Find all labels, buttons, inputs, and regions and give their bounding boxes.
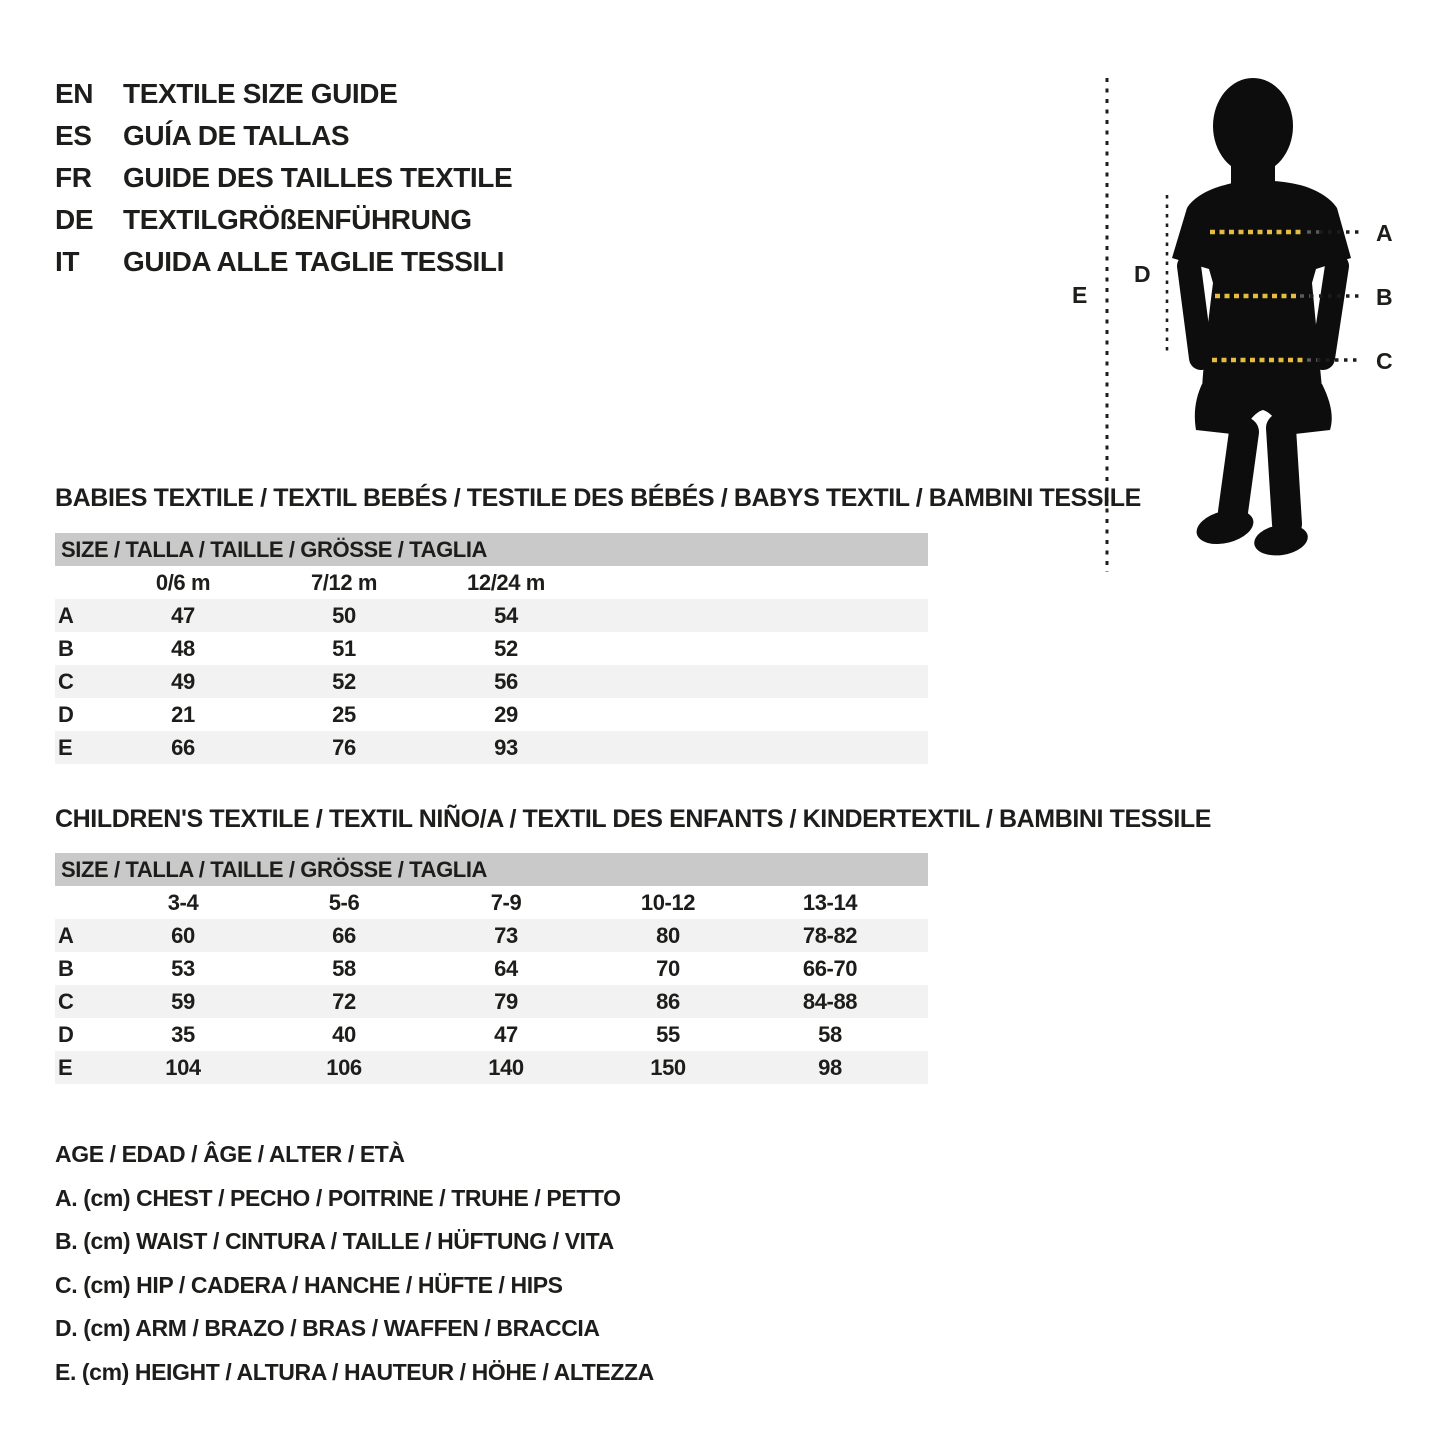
lang-code: EN xyxy=(55,78,94,109)
table-cell: 58 xyxy=(332,955,356,981)
lang-code: DE xyxy=(55,204,94,235)
row-label: B xyxy=(58,955,74,981)
legend-arm: D. (cm) ARM / BRAZO / BRAS / WAFFEN / BRACCIA xyxy=(55,1315,600,1342)
babies-columns-row xyxy=(55,566,928,599)
column-header: 13-14 xyxy=(802,889,858,915)
children-section-title: CHILDREN'S TEXTILE / TEXTIL NIÑO/A / TEXTIL DES ENFANTS / KINDERTEXTIL / BAMBINI TESSILE xyxy=(55,805,1212,833)
legend-waist: B. (cm) WAIST / CINTURA / TAILLE / HÜFTUNG / VITA xyxy=(55,1228,614,1255)
column-header: 5-6 xyxy=(328,889,360,915)
column-header: 3-4 xyxy=(167,889,199,915)
table-cell: 79 xyxy=(494,988,518,1014)
lang-row-es xyxy=(55,115,512,157)
table-row-a xyxy=(55,599,928,632)
silhouette-shorts xyxy=(1195,384,1332,435)
table-row-b xyxy=(55,632,928,665)
table-cell: 80 xyxy=(656,922,680,948)
table-row-c xyxy=(55,665,928,698)
table-cell: 140 xyxy=(488,1054,524,1080)
table-cell: 64 xyxy=(494,955,518,981)
column-header: 7/12 m xyxy=(310,569,378,595)
table-row-d xyxy=(55,698,928,731)
table-row-c xyxy=(55,985,928,1018)
child-silhouette xyxy=(1172,78,1351,559)
table-cell: 106 xyxy=(326,1054,362,1080)
table-cell: 86 xyxy=(656,988,680,1014)
silhouette-left-leg xyxy=(1233,432,1244,512)
lang-row-fr xyxy=(55,157,512,199)
table-cell: 78-82 xyxy=(802,922,858,948)
guide-title-es: GUÍA DE TALLAS xyxy=(123,120,350,151)
row-label: E xyxy=(58,1054,73,1080)
table-cell: 25 xyxy=(332,701,356,727)
table-cell: 53 xyxy=(171,955,195,981)
table-row-b xyxy=(55,952,928,985)
table-cell: 49 xyxy=(171,668,195,694)
table-cell: 59 xyxy=(171,988,195,1014)
lang-row-it xyxy=(55,241,512,283)
table-cell: 76 xyxy=(332,734,356,760)
lang-code: ES xyxy=(55,120,92,151)
column-header: 10-12 xyxy=(640,889,696,915)
silhouette-right-leg xyxy=(1281,428,1287,524)
table-cell: 58 xyxy=(818,1021,842,1047)
legend-hip: C. (cm) HIP / CADERA / HANCHE / HÜFTE / HIPS xyxy=(55,1271,563,1298)
table-cell: 51 xyxy=(332,635,356,661)
silhouette-right-arm xyxy=(1323,266,1337,358)
table-cell: 84-88 xyxy=(802,988,858,1014)
table-row-e xyxy=(55,1051,928,1084)
lang-row-de xyxy=(55,199,512,241)
column-header: 7-9 xyxy=(490,889,522,915)
lang-code: IT xyxy=(55,246,80,277)
lang-code: FR xyxy=(55,162,92,193)
row-label: A xyxy=(58,602,74,628)
table-cell: 66 xyxy=(171,734,195,760)
guide-title-fr: GUIDE DES TAILLES TEXTILE xyxy=(123,162,513,193)
table-cell: 47 xyxy=(171,602,195,628)
table-cell: 48 xyxy=(171,635,195,661)
table-row-a xyxy=(55,919,928,952)
table-cell: 150 xyxy=(650,1054,686,1080)
figure-label-c: C xyxy=(1376,348,1393,374)
guide-title-de: TEXTILGRÖßENFÜHRUNG xyxy=(123,204,472,235)
silhouette-left-arm xyxy=(1189,266,1201,358)
measurement-legend xyxy=(55,1133,654,1394)
children-columns-row xyxy=(55,886,928,919)
table-cell: 35 xyxy=(171,1021,195,1047)
table-cell: 73 xyxy=(494,922,518,948)
row-label: A xyxy=(58,922,74,948)
language-header xyxy=(55,73,512,283)
table-cell: 29 xyxy=(494,701,518,727)
children-size-table xyxy=(55,853,928,1084)
lang-row-en xyxy=(55,73,512,115)
table-cell: 66-70 xyxy=(802,955,858,981)
table-cell: 70 xyxy=(656,955,680,981)
table-row-e xyxy=(55,731,928,764)
row-label: D xyxy=(58,1021,74,1047)
guide-title-en: TEXTILE SIZE GUIDE xyxy=(123,78,398,109)
legend-chest: A. (cm) CHEST / PECHO / POITRINE / TRUHE / PETTO xyxy=(55,1184,621,1211)
table-cell: 56 xyxy=(494,668,518,694)
row-label: C xyxy=(58,988,74,1014)
table-cell: 21 xyxy=(171,701,195,727)
table-row-d xyxy=(55,1018,928,1051)
column-header: 0/6 m xyxy=(155,569,211,595)
column-header: 12/24 m xyxy=(467,569,545,595)
table-cell: 55 xyxy=(656,1021,680,1047)
babies-section-title: BABIES TEXTILE / TEXTIL BEBÉS / TESTILE DES BÉBÉS / BABYS TEXTIL / BAMBINI TESSILE xyxy=(55,484,1141,512)
legend-age: AGE / EDAD / ÂGE / ALTER / ETÀ xyxy=(55,1141,405,1168)
table-cell: 54 xyxy=(494,602,518,628)
figure-label-a: A xyxy=(1376,220,1393,246)
table-cell: 47 xyxy=(494,1021,518,1047)
figure-label-e: E xyxy=(1072,282,1087,308)
table-cell: 60 xyxy=(171,922,195,948)
figure-label-d: D xyxy=(1134,261,1151,287)
row-label: D xyxy=(58,701,74,727)
table-cell: 50 xyxy=(332,602,356,628)
table-cell: 40 xyxy=(332,1021,356,1047)
guide-title-it: GUIDA ALLE TAGLIE TESSILI xyxy=(123,246,504,277)
table-cell: 93 xyxy=(494,734,518,760)
measurement-figure-diagram xyxy=(1060,60,1400,600)
row-label: C xyxy=(58,668,74,694)
table-cell: 52 xyxy=(332,668,356,694)
table-cell: 72 xyxy=(332,988,356,1014)
babies-table-header: SIZE / TALLA / TAILLE / GRÖSSE / TAGLIA xyxy=(55,533,928,566)
table-cell: 52 xyxy=(494,635,518,661)
figure-label-b: B xyxy=(1376,284,1393,310)
table-cell: 66 xyxy=(332,922,356,948)
table-cell: 98 xyxy=(818,1054,842,1080)
row-label: B xyxy=(58,635,74,661)
babies-size-table xyxy=(55,533,928,764)
legend-height: E. (cm) HEIGHT / ALTURA / HAUTEUR / HÖHE / ALTEZZA xyxy=(55,1358,654,1385)
row-label: E xyxy=(58,734,73,760)
children-table-header: SIZE / TALLA / TAILLE / GRÖSSE / TAGLIA xyxy=(55,853,928,886)
table-cell: 104 xyxy=(165,1054,201,1080)
